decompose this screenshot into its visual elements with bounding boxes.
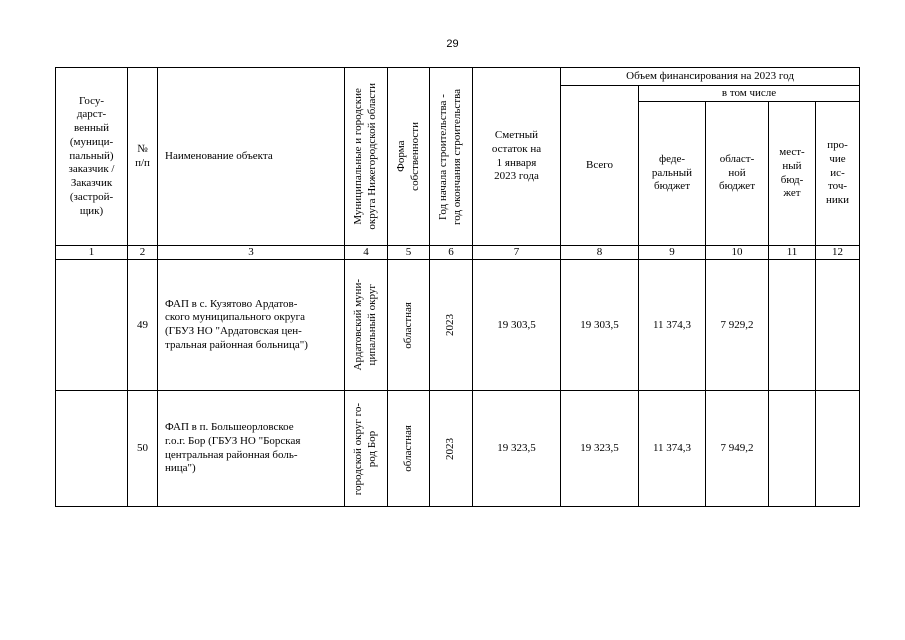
row-total: 19 303,5 (561, 260, 639, 391)
header-including: в том числе (639, 86, 860, 102)
row-local (769, 260, 816, 391)
header-local: мест- ный бюд- жет (769, 102, 816, 246)
row-local (769, 391, 816, 507)
row-federal: 11 374,3 (639, 260, 706, 391)
row-ownership: областная (388, 260, 430, 391)
header-federal: феде- ральный бюджет (639, 102, 706, 246)
column-number: 5 (388, 246, 430, 260)
column-number: 3 (158, 246, 345, 260)
row-num: 50 (128, 391, 158, 507)
row-regional: 7 949,2 (706, 391, 769, 507)
column-number: 4 (345, 246, 388, 260)
header-customer: Госу- дарст- венный (муници- пальный) заказчик / Заказчик (застрой- щик) (56, 68, 128, 246)
header-object-name: Наименование объекта (158, 68, 345, 246)
column-number: 1 (56, 246, 128, 260)
column-numbers-row (56, 246, 860, 260)
row-regional: 7 929,2 (706, 260, 769, 391)
table-row (56, 260, 860, 391)
header-num: № п/п (128, 68, 158, 246)
column-number: 10 (706, 246, 769, 260)
header-estimated-balance: Сметный остаток на 1 января 2023 года (473, 68, 561, 246)
column-number: 11 (769, 246, 816, 260)
row-municipality: Ардатовский муни- ципальный округ (345, 260, 388, 391)
column-number: 7 (473, 246, 561, 260)
row-customer (56, 391, 128, 507)
header-ownership: Форма собственности (388, 68, 430, 246)
row-other (816, 391, 860, 507)
header-total: Всего (561, 86, 639, 246)
row-num: 49 (128, 260, 158, 391)
row-customer (56, 260, 128, 391)
column-number: 12 (816, 246, 860, 260)
column-number: 2 (128, 246, 158, 260)
header-regional: област- ной бюджет (706, 102, 769, 246)
column-number: 8 (561, 246, 639, 260)
header-other: про- чие ис- точ- ники (816, 102, 860, 246)
header-financing-volume: Объем финансирования на 2023 год (561, 68, 860, 86)
row-years: 2023 (430, 260, 473, 391)
financing-table (55, 67, 860, 507)
row-ownership: областная (388, 391, 430, 507)
row-other (816, 260, 860, 391)
row-municipality: городской округ го- род Бор (345, 391, 388, 507)
column-number: 6 (430, 246, 473, 260)
column-number: 9 (639, 246, 706, 260)
row-federal: 11 374,3 (639, 391, 706, 507)
row-balance: 19 323,5 (473, 391, 561, 507)
row-years: 2023 (430, 391, 473, 507)
row-balance: 19 303,5 (473, 260, 561, 391)
row-total: 19 323,5 (561, 391, 639, 507)
table-row (56, 391, 860, 507)
header-municipality: Муниципальные и городские округа Нижегородской области (345, 68, 388, 246)
row-object-name: ФАП в п. Большеорловское г.о.г. Бор (ГБУЗ НО "Борская центральная районная боль- ница") (158, 391, 345, 507)
row-object-name: ФАП в с. Кузятово Ардатов- ского муниципального округа (ГБУЗ НО "Ардатовская цен- тральная районная больница") (158, 260, 345, 391)
header-construction-years: Год начала строительства - год окончания строительства (430, 68, 473, 246)
page-number: 29 (446, 38, 459, 50)
